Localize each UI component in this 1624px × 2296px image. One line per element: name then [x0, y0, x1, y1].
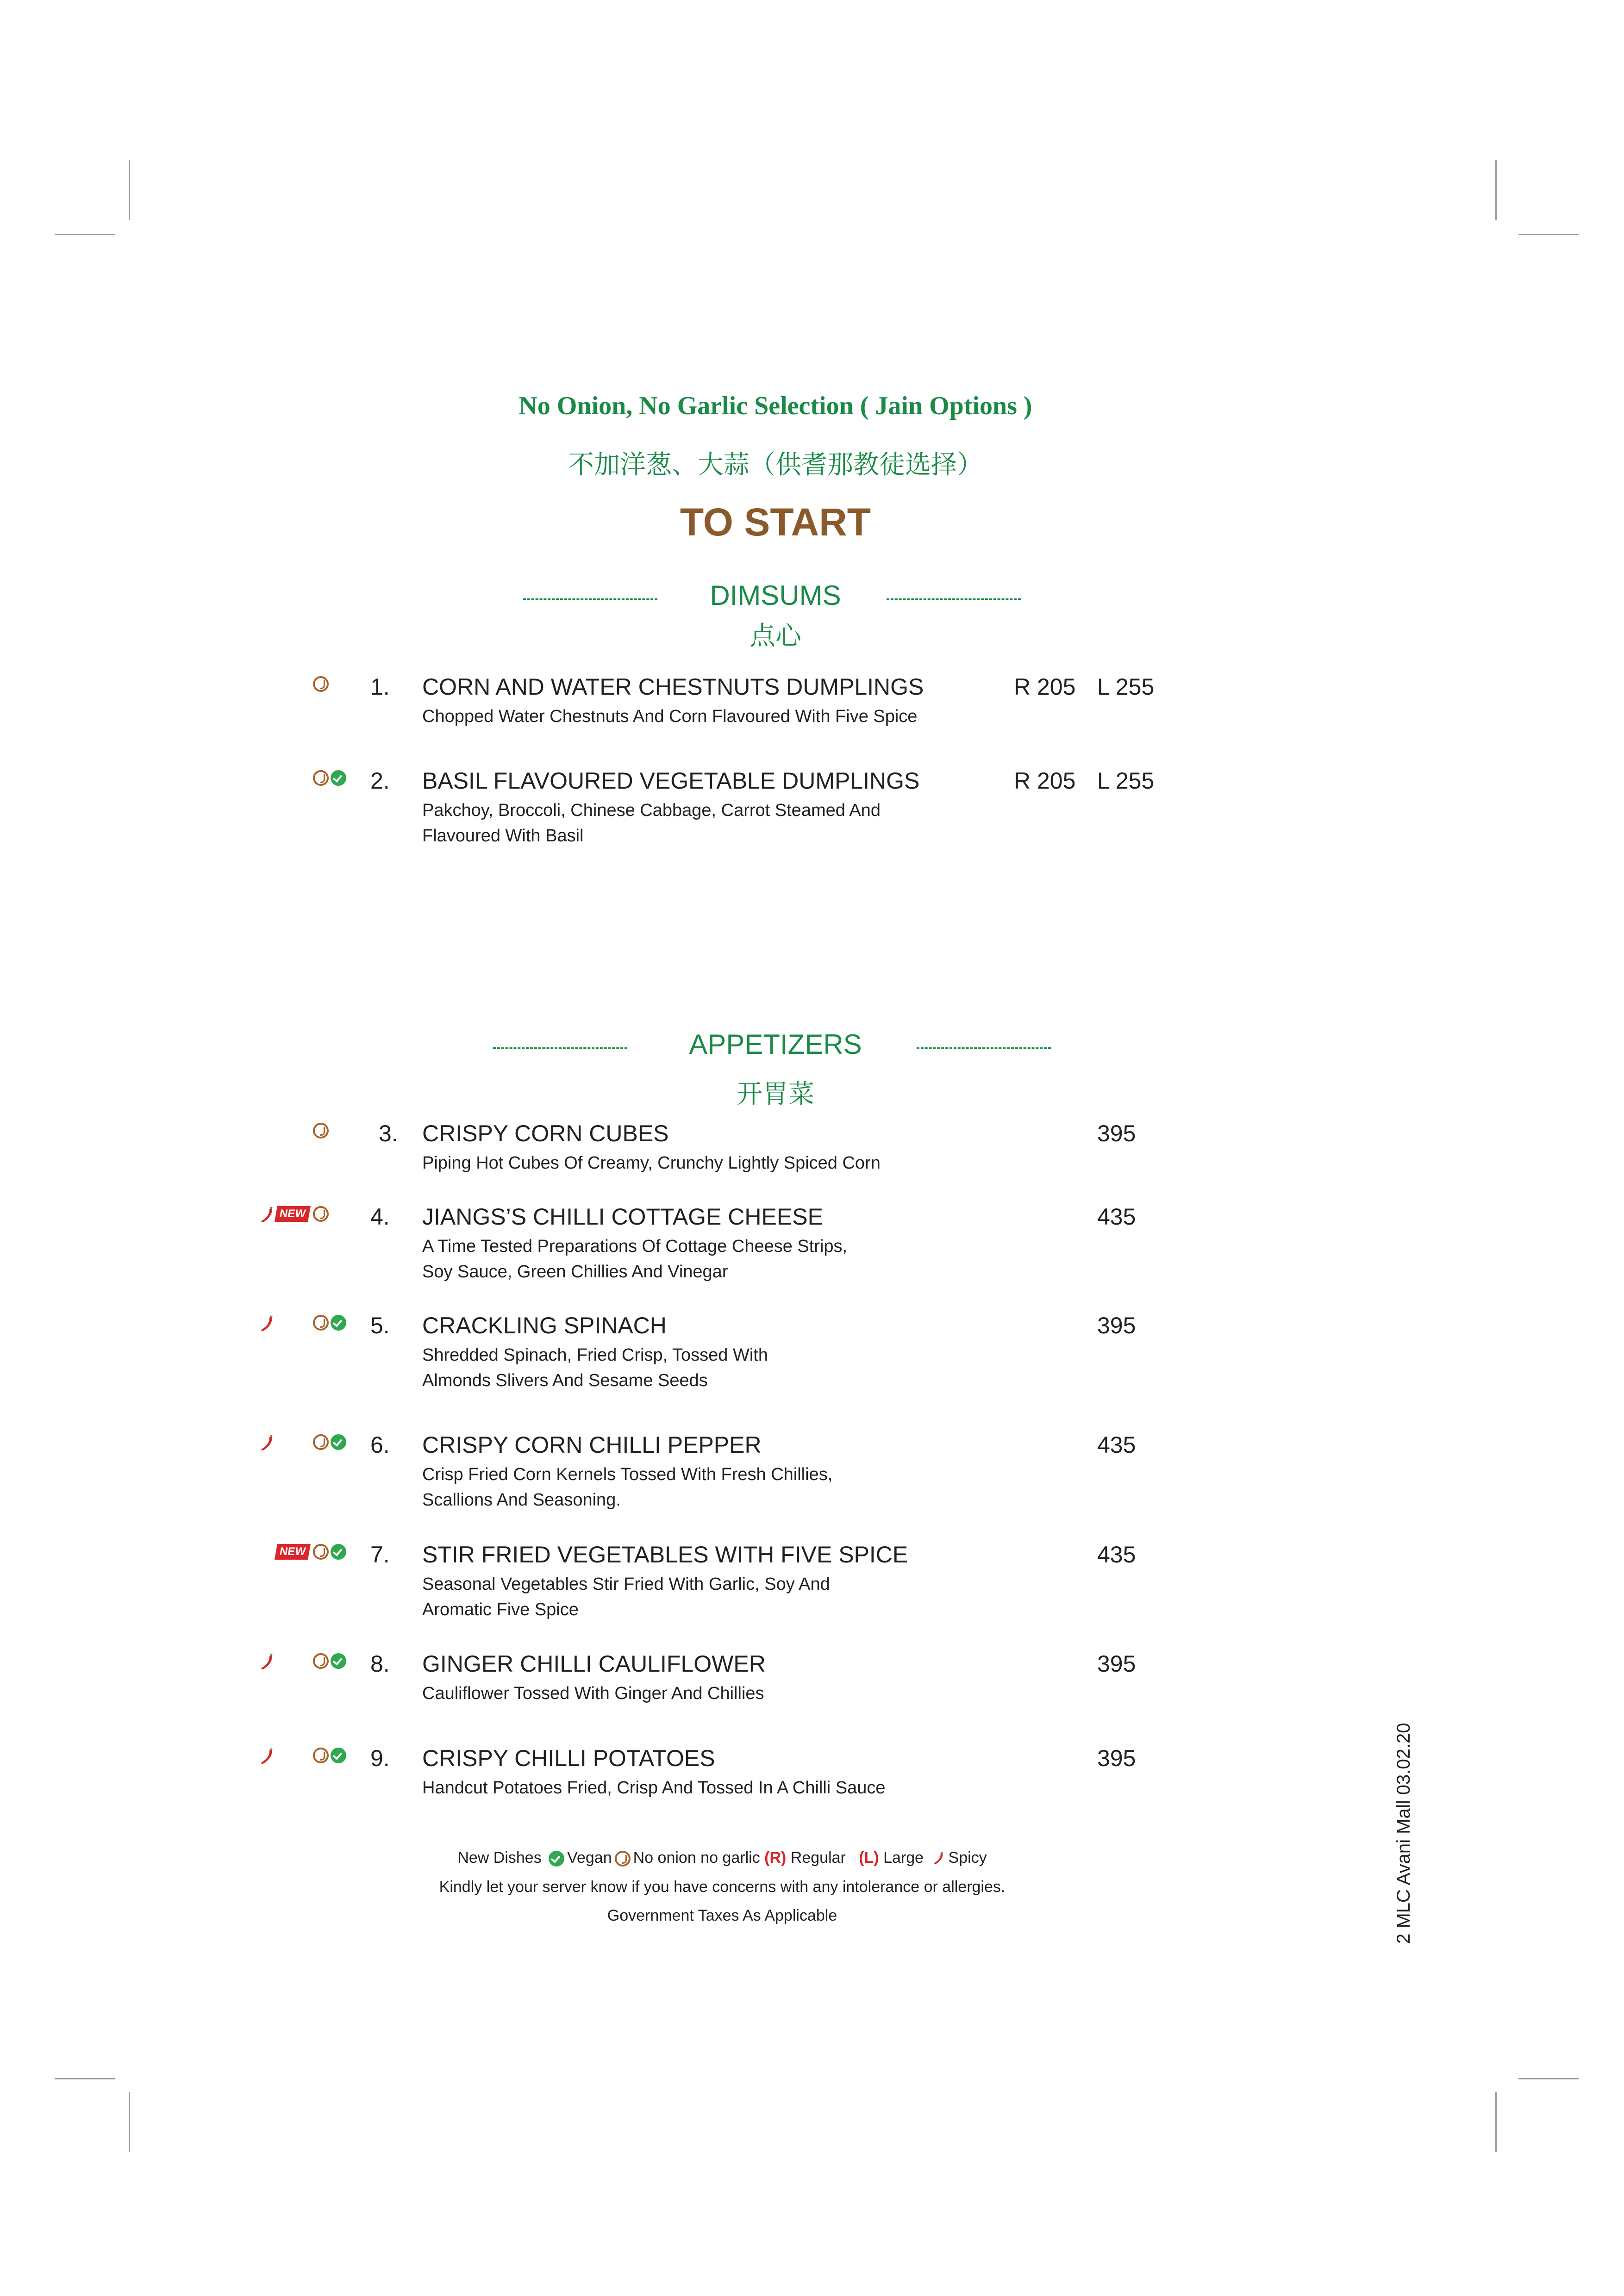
price: 435	[1097, 1542, 1136, 1568]
item-description-line: Shredded Spinach, Fried Crisp, Tossed With	[422, 1345, 768, 1365]
page-heading: TO START	[680, 500, 871, 544]
new-badge: NEW	[275, 1206, 311, 1222]
price-large: L 255	[1097, 674, 1155, 700]
legend-regular-mark: (R)	[764, 1849, 787, 1867]
jain-icon	[313, 1748, 329, 1763]
item-description	[422, 1681, 1024, 1706]
legend-spicy: Spicy	[948, 1849, 987, 1867]
item-name: CORN AND WATER CHESTNUTS DUMPLINGS	[422, 674, 924, 700]
jain-icon	[313, 1315, 329, 1331]
item-name: CRISPY CHILLI POTATOES	[422, 1745, 715, 1771]
crop-mark	[55, 2078, 115, 2079]
item-name: CRISPY CORN CUBES	[422, 1120, 669, 1146]
item-name: JIANGS’S CHILLI COTTAGE CHEESE	[422, 1204, 823, 1230]
jain-icon	[313, 676, 329, 692]
item-number: 7.	[370, 1542, 390, 1568]
jain-icon	[615, 1851, 631, 1867]
item-description-line: Almonds Slivers And Sesame Seeds	[422, 1371, 708, 1390]
jain-icon	[313, 1544, 329, 1560]
item-number: 2.	[370, 768, 390, 794]
crop-mark	[129, 2092, 130, 2152]
item-icons	[0, 1206, 352, 1229]
price: 395	[1097, 1651, 1136, 1677]
item-icons	[0, 1544, 352, 1567]
crop-mark	[1518, 2078, 1579, 2079]
item-description-line: Scallions And Seasoning.	[422, 1490, 621, 1510]
item-description	[422, 1151, 1024, 1176]
item-description-line: Piping Hot Cubes Of Creamy, Crunchy Lightly Spiced Corn	[422, 1153, 881, 1173]
item-number: 1.	[370, 674, 390, 700]
chilli-icon	[931, 1851, 946, 1866]
chilli-icon	[257, 1206, 276, 1225]
price: 435	[1097, 1204, 1136, 1230]
jain-icon	[313, 770, 329, 786]
divider	[887, 598, 1021, 600]
item-number: 8.	[370, 1651, 390, 1677]
item-number: 3.	[379, 1120, 398, 1146]
item-description-line: Seasonal Vegetables Stir Fried With Garlic, Soy And	[422, 1574, 830, 1594]
item-name: BASIL FLAVOURED VEGETABLE DUMPLINGS	[422, 768, 920, 794]
item-description-line: Pakchoy, Broccoli, Chinese Cabbage, Carrot Steamed And	[422, 801, 881, 820]
vegan-icon	[331, 1748, 346, 1763]
legend-regular: Regular	[790, 1849, 846, 1867]
chilli-icon	[257, 1315, 276, 1333]
allergy-note: Kindly let your server know if you have concerns with any intolerance or allergies.	[439, 1878, 1006, 1896]
jain-icon	[313, 1123, 329, 1139]
item-description-line: Soy Sauce, Green Chillies And Vinegar	[422, 1262, 728, 1282]
print-code: 2 MLC Avani Mall 03.02.20	[1393, 1723, 1414, 1944]
menu-title: No Onion, No Garlic Selection ( Jain Options )	[518, 392, 1032, 420]
item-number: 4.	[370, 1204, 390, 1230]
price: 395	[1097, 1745, 1136, 1771]
price-regular: R 205	[1014, 674, 1076, 700]
item-icons	[0, 676, 352, 699]
item-number: 9.	[370, 1745, 390, 1771]
item-description-line: A Time Tested Preparations Of Cottage Cheese Strips,	[422, 1237, 848, 1256]
item-description	[422, 1572, 1024, 1623]
item-icons	[0, 770, 352, 793]
legend-vegan: Vegan	[567, 1849, 612, 1867]
section-title-appetizers: APPETIZERS	[689, 1029, 862, 1060]
item-description-line: Chopped Water Chestnuts And Corn Flavoured With Five Spice	[422, 707, 918, 726]
chilli-icon	[257, 1434, 276, 1453]
crop-mark	[1495, 2092, 1497, 2152]
crop-mark	[129, 160, 130, 220]
crop-mark	[55, 234, 115, 235]
item-description-line: Cauliflower Tossed With Ginger And Chillies	[422, 1684, 764, 1703]
crop-mark	[1495, 160, 1497, 220]
price-regular: R 205	[1014, 768, 1076, 794]
item-name: CRISPY CORN CHILLI PEPPER	[422, 1432, 762, 1458]
item-description-line: Handcut Potatoes Fried, Crisp And Tossed In A Chilli Sauce	[422, 1778, 886, 1798]
tax-note: Government Taxes As Applicable	[607, 1907, 837, 1924]
item-name: CRACKLING SPINACH	[422, 1313, 667, 1338]
vegan-icon	[331, 1315, 346, 1331]
menu-title-chinese: 不加洋葱、大蒜（供耆那教徒选择）	[568, 450, 983, 480]
crop-mark	[1518, 234, 1579, 235]
item-name: STIR FRIED VEGETABLES WITH FIVE SPICE	[422, 1542, 908, 1568]
price: 395	[1097, 1120, 1136, 1146]
item-description	[422, 704, 1024, 729]
item-icons	[0, 1434, 352, 1457]
price-large: L 255	[1097, 768, 1155, 794]
legend-new: New Dishes	[457, 1849, 542, 1867]
legend-jain: No onion no garlic	[633, 1849, 760, 1867]
legend	[0, 1849, 1444, 1867]
item-description-line: Crisp Fried Corn Kernels Tossed With Fresh Chillies,	[422, 1465, 833, 1484]
price: 435	[1097, 1432, 1136, 1458]
item-description	[422, 1462, 1024, 1513]
item-number: 5.	[370, 1313, 390, 1338]
vegan-icon	[549, 1851, 564, 1867]
section-title-dimsums: DIMSUMS	[710, 580, 841, 611]
item-number: 6.	[370, 1432, 390, 1458]
item-description	[422, 1234, 1024, 1285]
vegan-icon	[331, 1434, 346, 1450]
jain-icon	[313, 1434, 329, 1450]
vegan-icon	[331, 1653, 346, 1669]
item-description	[422, 798, 1024, 849]
item-icons	[0, 1653, 352, 1676]
item-description	[422, 1775, 1024, 1801]
price: 395	[1097, 1313, 1136, 1338]
section-title-appetizers-chinese: 开胃菜	[737, 1079, 814, 1109]
vegan-icon	[331, 770, 346, 786]
vegan-icon	[331, 1544, 346, 1560]
item-icons	[0, 1748, 352, 1771]
chilli-icon	[257, 1748, 276, 1766]
divider	[917, 1047, 1051, 1049]
item-description-line: Flavoured With Basil	[422, 826, 584, 846]
item-icons	[0, 1123, 352, 1146]
item-icons	[0, 1315, 352, 1338]
item-name: GINGER CHILLI CAULIFLOWER	[422, 1651, 766, 1677]
chilli-icon	[257, 1653, 276, 1672]
item-description	[422, 1343, 1024, 1394]
legend-large: Large	[883, 1849, 924, 1867]
section-title-dimsums-chinese: 点心	[750, 621, 801, 651]
jain-icon	[313, 1206, 329, 1222]
new-badge: NEW	[275, 1544, 311, 1560]
item-description-line: Aromatic Five Spice	[422, 1600, 579, 1619]
jain-icon	[313, 1653, 329, 1669]
legend-large-mark: (L)	[859, 1849, 879, 1867]
